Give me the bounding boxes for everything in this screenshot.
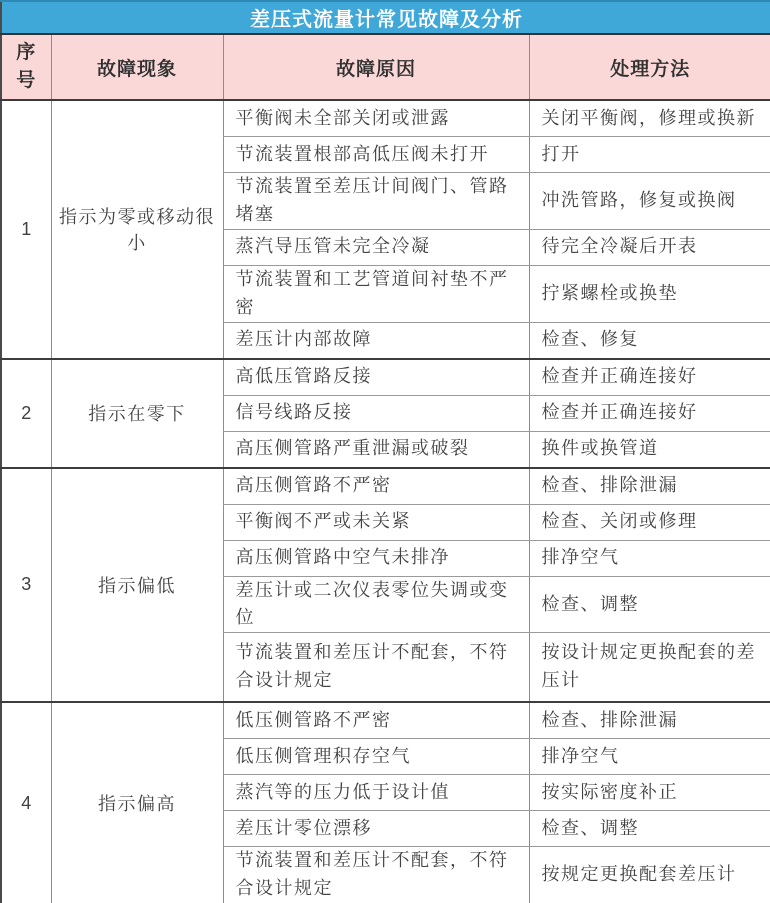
fault-cause: 节流装置和工艺管道间衬垫不严密: [223, 265, 529, 322]
fault-cause: 高压侧管路中空气未排净: [223, 540, 529, 576]
fault-solution: 检查、调整: [529, 576, 770, 633]
fault-group-3: [1, 468, 770, 703]
col-header-cause: 故障原因: [223, 34, 529, 100]
fault-phenomenon: 指示偏低: [51, 468, 223, 703]
fault-cause: 平衡阀未全部关闭或泄露: [223, 100, 529, 137]
col-header-solution: 处理方法: [529, 34, 770, 100]
table-header-row: [1, 34, 770, 100]
fault-cause: 蒸汽等的压力低于设计值: [223, 775, 529, 811]
group-number: 1: [1, 100, 51, 359]
fault-phenomenon: 指示偏高: [51, 702, 223, 903]
fault-cause: 差压计零位漂移: [223, 811, 529, 847]
fault-group-2: [1, 359, 770, 468]
col-header-no-label: 序号: [16, 41, 37, 91]
col-header-phenomenon: 故障现象: [51, 34, 223, 100]
table-row: [1, 359, 770, 396]
fault-solution: 关闭平衡阀，修理或换新: [529, 100, 770, 137]
page-title: 差压式流量计常见故障及分析: [1, 1, 770, 34]
fault-solution: 按设计规定更换配套的差压计: [529, 633, 770, 703]
fault-group-1: [1, 100, 770, 359]
fault-solution: 冲洗管路，修复或换阀: [529, 173, 770, 230]
table-row: [1, 468, 770, 505]
fault-solution: 检查并正确连接好: [529, 395, 770, 431]
fault-solution: 排净空气: [529, 540, 770, 576]
fault-cause: 节流装置和差压计不配套，不符合设计规定: [223, 847, 529, 903]
fault-solution: 排净空气: [529, 739, 770, 775]
fault-cause: 平衡阀不严或未关紧: [223, 504, 529, 540]
group-number: 3: [1, 468, 51, 703]
col-header-no: [1, 34, 51, 100]
title-bar: [1, 1, 770, 34]
fault-solution: 检查、修复: [529, 322, 770, 359]
fault-cause: 蒸汽导压管未完全冷凝: [223, 229, 529, 265]
fault-cause: 节流装置根部高低压阀未打开: [223, 137, 529, 173]
fault-solution: 按规定更换配套差压计: [529, 847, 770, 903]
fault-cause: 低压侧管路不严密: [223, 702, 529, 739]
fault-cause: 高低压管路反接: [223, 359, 529, 396]
fault-solution: 检查、关闭或修理: [529, 504, 770, 540]
table-row: [1, 100, 770, 137]
fault-cause: 差压计内部故障: [223, 322, 529, 359]
fault-cause: 节流装置和差压计不配套，不符合设计规定: [223, 633, 529, 703]
fault-solution: 检查并正确连接好: [529, 359, 770, 396]
fault-cause: 节流装置至差压计间阀门、管路堵塞: [223, 173, 529, 230]
fault-cause: 高压侧管路严重泄漏或破裂: [223, 431, 529, 468]
group-number: 2: [1, 359, 51, 468]
fault-cause: 高压侧管路不严密: [223, 468, 529, 505]
fault-solution: 检查、排除泄漏: [529, 702, 770, 739]
table-row: [1, 702, 770, 739]
fault-solution: 检查、排除泄漏: [529, 468, 770, 505]
fault-phenomenon: 指示为零或移动很小: [51, 100, 223, 359]
fault-solution: 按实际密度补正: [529, 775, 770, 811]
fault-solution: 检查、调整: [529, 811, 770, 847]
fault-solution: 待完全冷凝后开表: [529, 229, 770, 265]
fault-solution: 拧紧螺栓或换垫: [529, 265, 770, 322]
group-number: 4: [1, 702, 51, 903]
fault-cause: 差压计或二次仪表零位失调或变位: [223, 576, 529, 633]
fault-group-4: [1, 702, 770, 903]
fault-solution: 打开: [529, 137, 770, 173]
fault-phenomenon: 指示在零下: [51, 359, 223, 468]
fault-solution: 换件或换管道: [529, 431, 770, 468]
fault-cause: 信号线路反接: [223, 395, 529, 431]
fault-cause: 低压侧管理积存空气: [223, 739, 529, 775]
